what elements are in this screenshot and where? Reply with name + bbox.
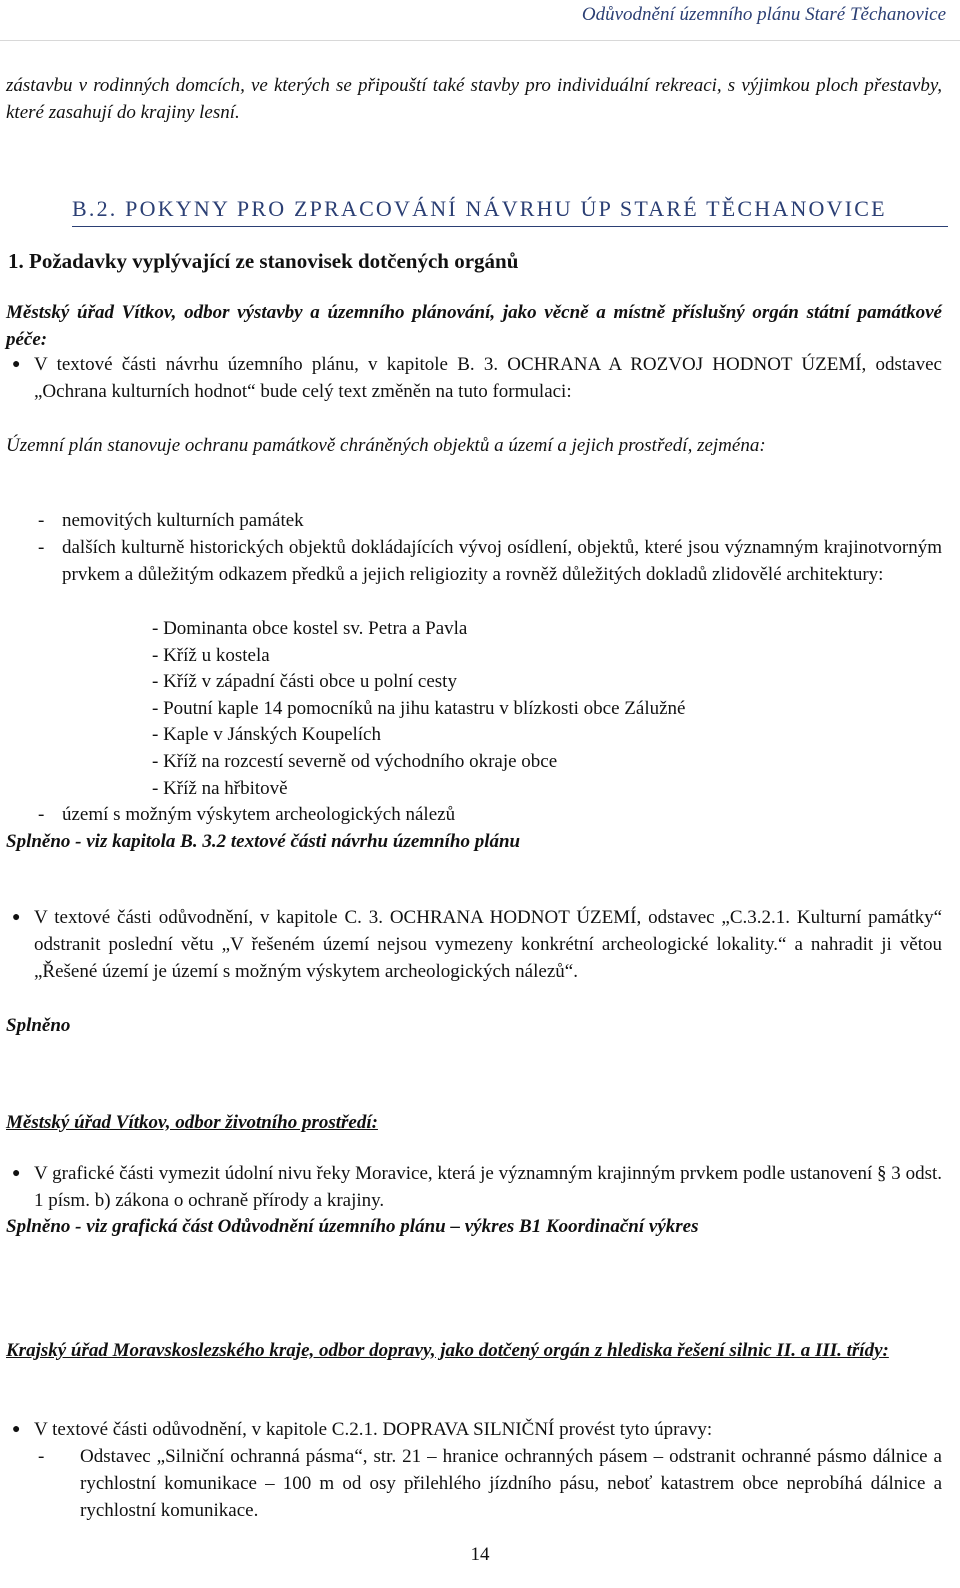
dash-item-2: dalších kulturně historických objektů dokládajících vývoj osídlení, objektů, které jsou významným krajinotvorným prvkem a důležitým odkazem předků a jejich religiozity a rovněž důležitých dokladů zlidovělé architektury: <box>62 537 942 585</box>
sub-list-item: - Kříž na hřbitově <box>152 778 288 799</box>
bullet-item-1: V textové části návrhu územního plánu, v kapitole B. 3. OCHRANA A ROZVOJ HODNOT ÚZEMÍ, odstavec „Ochrana kulturních hodnot“ bude celý text změněn na tuto formulaci: <box>34 354 942 402</box>
running-header: Odůvodnění územního plánu Staré Těchanovice <box>581 4 946 25</box>
bullet-icon: ● <box>12 357 21 372</box>
sub-list-item: - Kříž na rozcestí severně od východního okraje obce <box>152 751 558 772</box>
result-note-2: Splněno <box>6 1015 71 1036</box>
section-title-underline <box>72 226 948 227</box>
sub-list-item: - Kříž v západní části obce u polní cesty <box>152 671 457 692</box>
intro-paragraph: zástavbu v rodinných domcích, ve kterých se připouští také stavby pro individuální rekreaci, s výjimkou ploch přestavby, které zasahují do krajiny lesní. <box>6 75 942 123</box>
section-title: B.2. POKYNY PRO ZPRACOVÁNÍ NÁVRHU ÚP STARÉ TĚCHANOVICE <box>72 196 887 221</box>
result-note-3: Splněno - viz grafická část Odůvodnění územního plánu – výkres B1 Koordinační výkres <box>6 1216 699 1237</box>
bullet-item-3: V grafické části vymezit údolní nivu řeky Moravice, která je významným krajinným prvkem podle ustanovení § 3 odst. 1 písm. b) zákona o ochraně přírody a krajiny. <box>34 1163 942 1211</box>
bullet-icon: ● <box>12 1166 21 1181</box>
formulation-paragraph: Územní plán stanovuje ochranu památkově chráněných objektů a území a jejich prostředí, zejména: <box>6 435 766 456</box>
dash-item-1: nemovitých kulturních památek <box>62 510 304 531</box>
sub-list-item: - Poutní kaple 14 pomocníků na jihu katastru v blízkosti obce Zálužné <box>152 698 686 719</box>
sub-list-item: - Dominanta obce kostel sv. Petra a Pavla <box>152 618 468 639</box>
bullet-icon: ● <box>12 910 21 925</box>
dash-item-3: území s možným výskytem archeologických nálezů <box>62 804 456 825</box>
bullet-item-4: V textové části odůvodnění, v kapitole C.2.1. DOPRAVA SILNIČNÍ provést tyto úpravy: <box>34 1419 713 1440</box>
dash-marker: - <box>38 510 45 531</box>
dash-item-4: Odstavec „Silniční ochranná pásma“, str. 21 – hranice ochranných pásem – odstranit ochranné pásmo dálnice a rychlostní komunikace – 100 m od osy přilehlého jízdního pásu, neboť katastrem obce neprobíhá dálnice a rychlostní komunikace. <box>80 1446 942 1521</box>
page-number: 14 <box>470 1544 490 1565</box>
header-divider <box>0 40 960 41</box>
dash-marker: - <box>38 804 45 825</box>
result-note-1: Splněno - viz kapitola B. 3.2 textové části návrhu územního plánu <box>6 831 521 852</box>
bullet-item-2: V textové části odůvodnění, v kapitole C. 3. OCHRANA HODNOT ÚZEMÍ, odstavec „C.3.2.1. Kulturní památky“ odstranit poslední větu „V řešeném území nejsou vymezeny konkrétní archeologické lokality.“ a nahradit ji větou „Řešené území je území s možným výskytem archeologických nálezů“. <box>34 907 942 982</box>
section-subtitle: 1. Požadavky vyplývající ze stanovisek dotčených orgánů <box>8 249 519 273</box>
dash-marker: - <box>38 1446 45 1467</box>
authority-heading-2: Městský úřad Vítkov, odbor životního prostředí: <box>6 1112 378 1133</box>
authority-heading-1: Městský úřad Vítkov, odbor výstavby a územního plánování, jako věcně a místně příslušný orgán státní památkové péče: <box>6 302 942 350</box>
bullet-icon: ● <box>12 1422 21 1437</box>
sub-list-item: - Kříž u kostela <box>152 645 270 666</box>
authority-heading-3: Krajský úřad Moravskoslezského kraje, odbor dopravy, jako dotčený orgán z hlediska řešení silnic II. a III. třídy: <box>6 1340 889 1361</box>
dash-marker: - <box>38 537 45 558</box>
sub-list-item: - Kaple v Jánských Koupelích <box>152 724 381 745</box>
